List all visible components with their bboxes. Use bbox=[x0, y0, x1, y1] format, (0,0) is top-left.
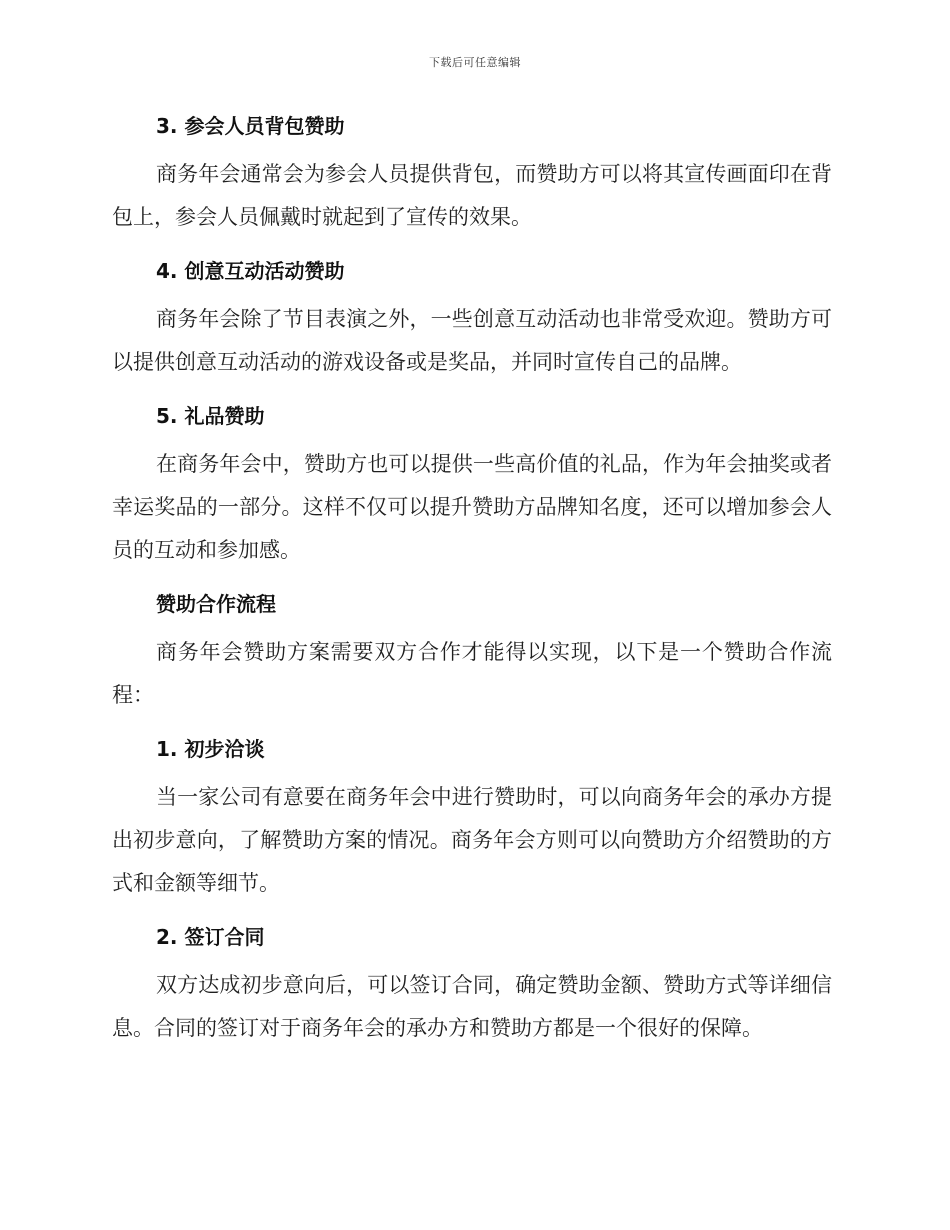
section-interactive-activity-sponsorship bbox=[112, 253, 832, 384]
section-paragraph: 当一家公司有意要在商务年会中进行赞助时，可以向商务年会的承办方提出初步意向，了解赞助方案的情况。商务年会方则可以向赞助方介绍赞助的方式和金额等细节。 bbox=[112, 785, 832, 895]
section-initial-negotiation bbox=[112, 731, 832, 905]
section-heading: 1. 初步洽谈 bbox=[156, 737, 265, 761]
section-paragraph: 双方达成初步意向后，可以签订合同，确定赞助金额、赞助方式等详细信息。合同的签订对于商务年会的承办方和赞助方都是一个很好的保障。 bbox=[112, 973, 832, 1040]
section-heading: 2. 签订合同 bbox=[156, 925, 265, 949]
section-sign-contract bbox=[112, 919, 832, 1050]
section-paragraph: 在商务年会中，赞助方也可以提供一些高价值的礼品，作为年会抽奖或者幸运奖品的一部分。这样不仅可以提升赞助方品牌知名度，还可以增加参会人员的互动和参加感。 bbox=[112, 452, 832, 562]
section-paragraph: 商务年会通常会为参会人员提供背包，而赞助方可以将其宣传画面印在背包上，参会人员佩戴时就起到了宣传的效果。 bbox=[112, 162, 832, 229]
section-paragraph: 商务年会除了节目表演之外，一些创意互动活动也非常受欢迎。赞助方可以提供创意互动活动的游戏设备或是奖品，并同时宣传自己的品牌。 bbox=[112, 307, 832, 374]
section-heading: 4. 创意互动活动赞助 bbox=[156, 259, 345, 283]
section-heading: 3. 参会人员背包赞助 bbox=[156, 114, 345, 138]
section-gift-sponsorship bbox=[112, 398, 832, 572]
section-cooperation-process bbox=[112, 586, 832, 717]
header-note: 下载后可任意编辑 bbox=[429, 56, 521, 69]
section-heading: 赞助合作流程 bbox=[156, 592, 276, 616]
document-body bbox=[112, 108, 832, 1050]
section-paragraph: 商务年会赞助方案需要双方合作才能得以实现，以下是一个赞助合作流程： bbox=[112, 640, 832, 707]
section-heading: 5. 礼品赞助 bbox=[156, 404, 265, 428]
section-backpack-sponsorship bbox=[112, 108, 832, 239]
